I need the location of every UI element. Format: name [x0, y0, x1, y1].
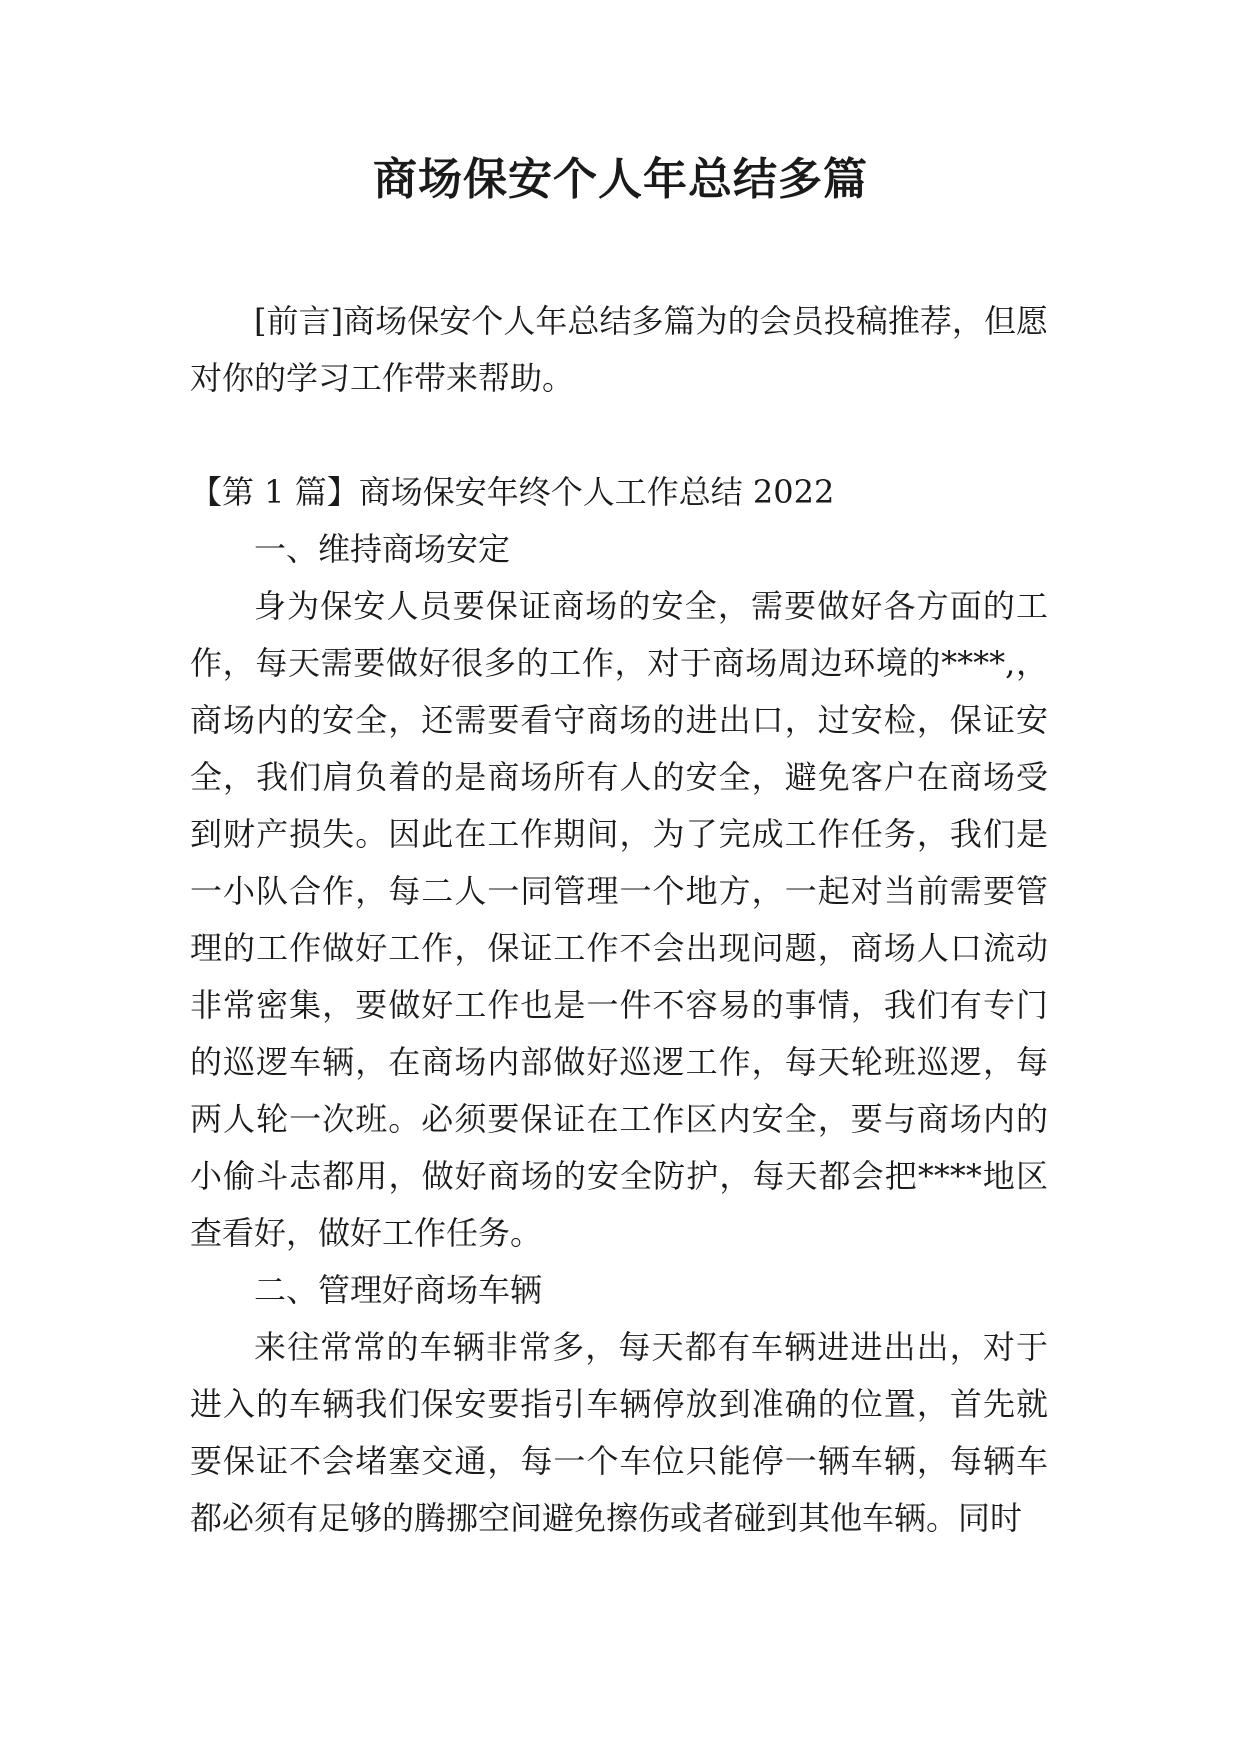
document-body — [190, 293, 1048, 1547]
body-paragraph-2: 来往常常的车辆非常多，每天都有车辆进进出出，对于进入的车辆我们保安要指引车辆停放到准确的位置，首先就要保证不会堵塞交通，每一个车位只能停一辆车辆，每辆车都必须有足够的腾挪空间避免擦伤或者碰到其他车辆。同时 — [190, 1328, 1048, 1537]
intro-paragraph: [前言]商场保安个人年总结多篇为的会员投稿推荐，但愿对你的学习工作带来帮助。 — [190, 302, 1048, 397]
heading-2: 二、管理好商场车辆 — [254, 1271, 543, 1309]
section-title: 【第 1 篇】商场保安年终个人工作总结 2022 — [190, 473, 835, 511]
document-title: 商场保安个人年总结多篇 — [373, 154, 868, 205]
body-paragraph-1: 身为保安人员要保证商场的安全，需要做好各方面的工作，每天需要做好很多的工作，对于商场周边环境的****,，商场内的安全，还需要看守商场的进出口，过安检，保证安全，我们肩负着的是商场所有人的安全，避免客户在商场受到财产损失。因此在工作期间，为了完成工作任务，我们是一小队合作，每二人一同管理一个地方，一起对当前需要管理的工作做好工作，保证工作不会出现问题，商场人口流动非常密集，要做好工作也是一件不容易的事情，我们有专门的巡逻车辆，在商场内部做好巡逻工作，每天轮班巡逻，每两人轮一次班。必须要保证在工作区内安全，要与商场内的小偷斗志都用，做好商场的安全防护，每天都会把****地区查看好，做好工作任务。 — [190, 587, 1048, 1252]
heading-1: 一、维持商场安定 — [254, 530, 511, 568]
